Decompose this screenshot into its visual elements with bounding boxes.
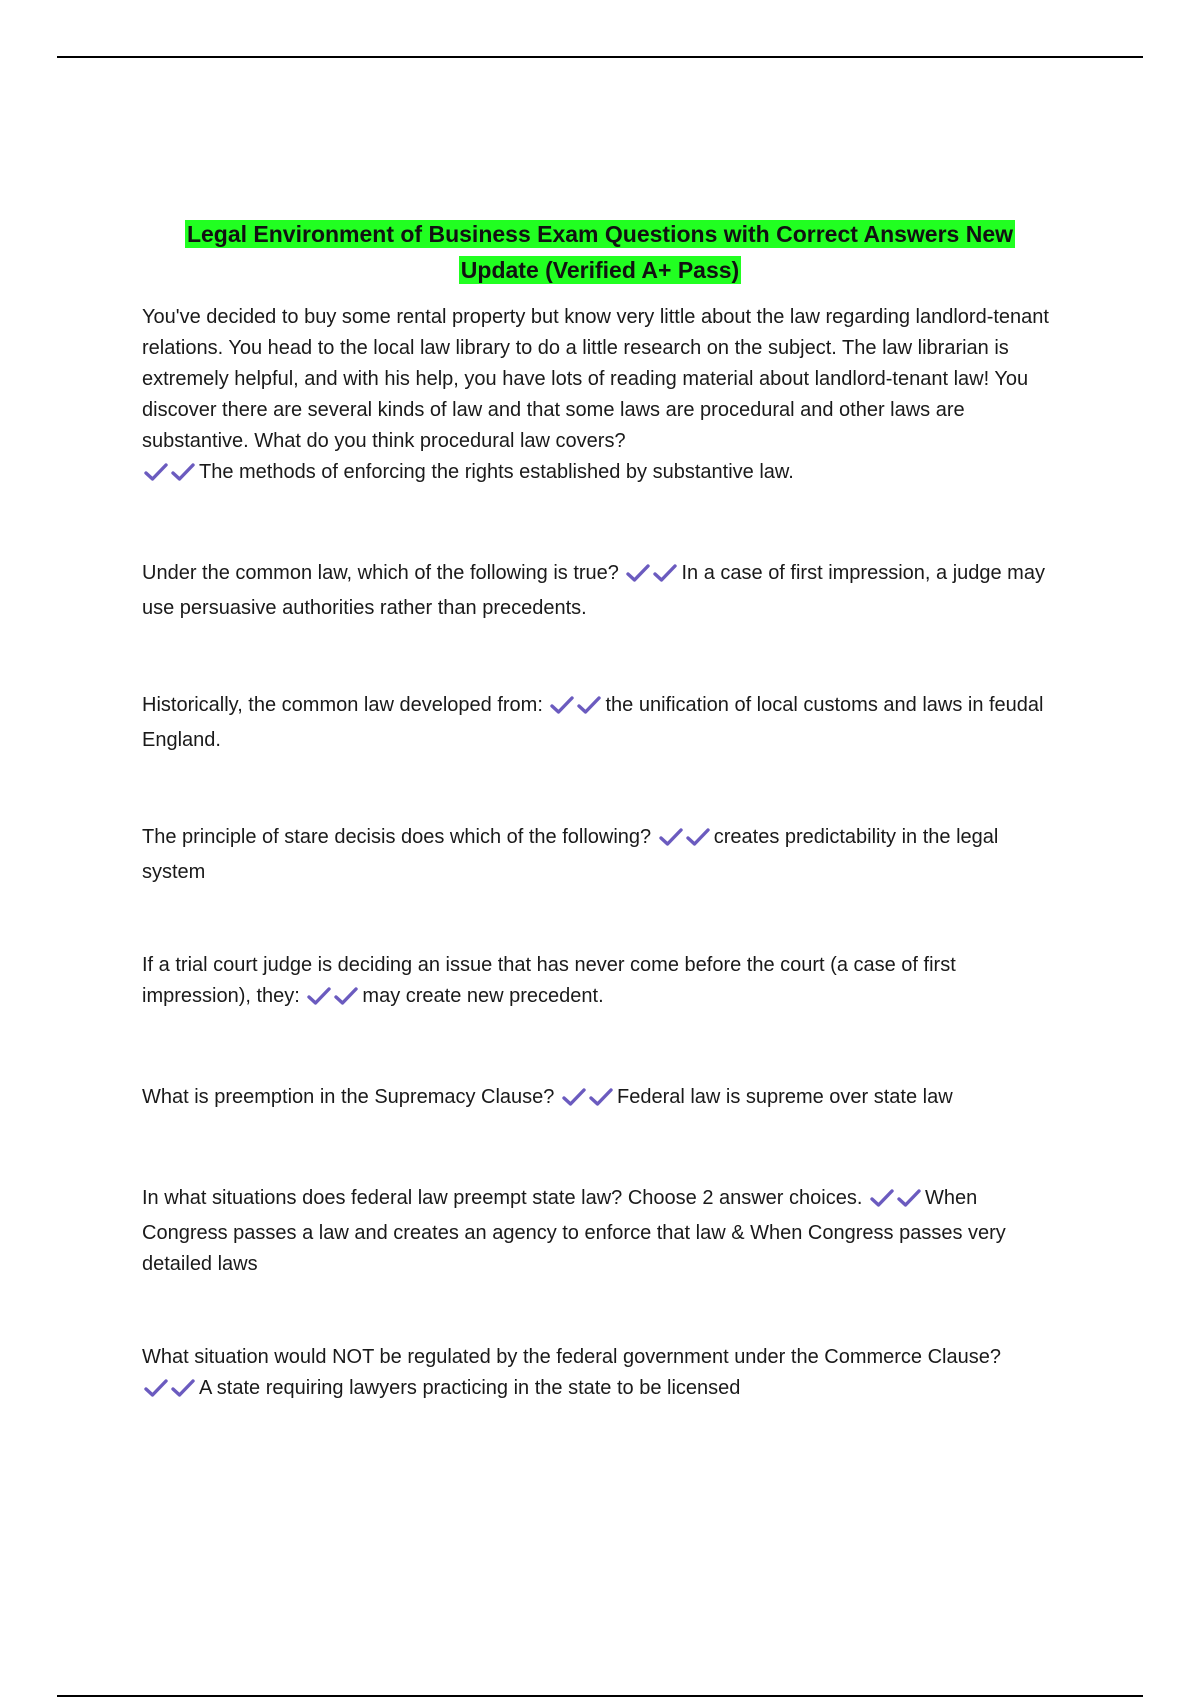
qa-item [142,302,1062,492]
answer-text: In a case of first impression, a judge may use persuasive authorities rather than precedents. [142,562,1045,619]
question-text: If a trial court judge is deciding an issue that has never come before the court (a case of first impression), they: [142,954,956,1007]
checkmark-icon [897,1188,921,1208]
qa-item [142,950,1062,1016]
question-text: In what situations does federal law preempt state law? Choose 2 answer choices. [142,1187,863,1209]
check-marks [562,1086,613,1117]
qa-item [142,690,1062,756]
answer-text: the unification of local customs and laws in feudal England. [142,694,1044,751]
checkmark-icon [334,986,358,1006]
check-marks [307,985,358,1016]
check-marks [144,1377,195,1408]
answer-text: The methods of enforcing the rights established by substantive law. [199,461,794,483]
check-marks [144,461,195,492]
check-marks [550,694,601,725]
checkmark-icon [589,1087,613,1107]
checkmark-icon [686,827,710,847]
checkmark-icon [307,986,331,1006]
check-marks [626,562,677,593]
question-text: You've decided to buy some rental property but know very little about the law regarding landlord-tenant relations. You head to the local law library to do a little research on the subject. The law librarian is extremely helpful, and with his help, you have lots of reading material about landlord-tenant law! You discover there are several kinds of law and that some laws are procedural and other laws are substantive. What do you think procedural law covers? [142,306,1049,452]
checkmark-icon [562,1087,586,1107]
question-text: Under the common law, which of the following is true? [142,562,619,584]
qa-item [142,822,1062,888]
question-text: Historically, the common law developed from: [142,694,543,716]
answer-text: A state requiring lawyers practicing in the state to be licensed [199,1377,741,1399]
title-line-1: Legal Environment of Business Exam Questions with Correct Answers New [186,221,1014,247]
checkmark-icon [171,462,195,482]
qa-item [142,1183,1062,1280]
checkmark-icon [577,695,601,715]
answer-text: creates predictability in the legal system [142,826,999,883]
checkmark-icon [653,563,677,583]
question-text: What is preemption in the Supremacy Clause? [142,1086,555,1108]
checkmark-icon [171,1378,195,1398]
question-text: The principle of stare decisis does which of the following? [142,826,652,848]
bottom-rule [57,1695,1143,1697]
answer-text: When Congress passes a law and creates an agency to enforce that law & When Congress passes very detailed laws [142,1187,1006,1275]
checkmark-icon [626,563,650,583]
answer-text: Federal law is supreme over state law [616,1086,953,1108]
checkmark-icon [144,1378,168,1398]
checkmark-icon [659,827,683,847]
answer-text: may create new precedent. [362,985,604,1007]
question-text: What situation would NOT be regulated by the federal government under the Commerce Clause? [142,1346,1001,1368]
check-marks [659,826,710,857]
checkmark-icon [870,1188,894,1208]
top-rule [57,56,1143,58]
qa-item [142,1342,1062,1408]
document-title [140,216,1060,288]
check-marks [870,1187,921,1218]
qa-item [142,558,1062,624]
qa-list [142,302,1062,1408]
title-line-2: Update (Verified A+ Pass) [460,257,740,283]
checkmark-icon [144,462,168,482]
checkmark-icon [550,695,574,715]
qa-item [142,1082,1062,1117]
